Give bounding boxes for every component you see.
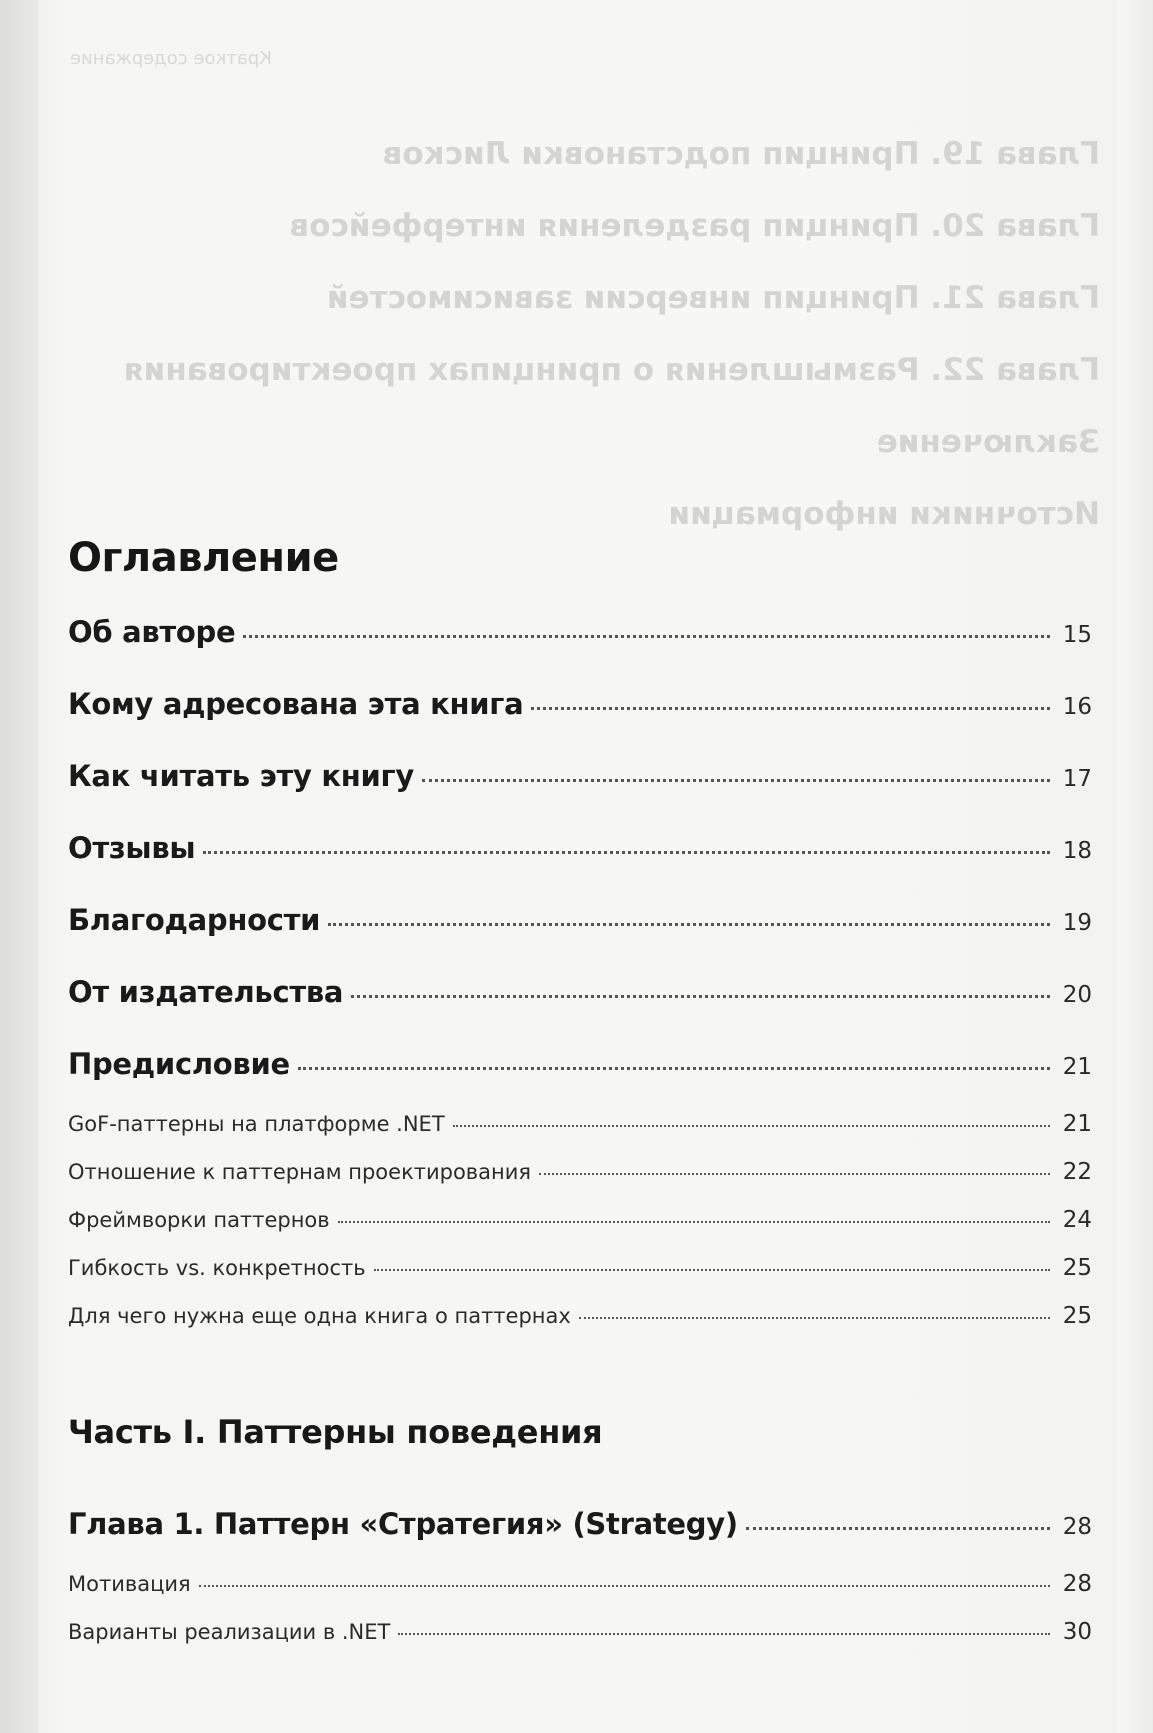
bleed-through-header: Краткое содержание xyxy=(70,48,273,69)
bleed-line: Заключение xyxy=(876,424,1100,460)
toc-page-number: 21 xyxy=(1062,1054,1092,1080)
bleed-line: Глава 21. Принцип инверсии зависимостей xyxy=(326,280,1100,316)
bleed-through-text xyxy=(70,118,1100,538)
dot-leader xyxy=(243,635,1050,638)
dot-leader xyxy=(453,1125,1050,1127)
toc-page-number: 18 xyxy=(1062,838,1092,864)
toc-page-number: 25 xyxy=(1062,1303,1092,1329)
toc-subentry[interactable] xyxy=(68,1244,1092,1292)
toc-page-number: 19 xyxy=(1062,910,1092,936)
spacer xyxy=(68,1468,1092,1488)
dot-leader xyxy=(298,1067,1050,1070)
toc-page-number: 24 xyxy=(1062,1207,1092,1233)
toc-page-number: 20 xyxy=(1062,982,1092,1008)
toc-entry-label: Об авторе xyxy=(68,615,236,649)
dot-leader xyxy=(374,1269,1050,1271)
toc-entry-preface[interactable] xyxy=(68,1028,1092,1100)
toc-page-number: 30 xyxy=(1062,1619,1092,1645)
toc-subentry[interactable] xyxy=(68,1292,1092,1340)
toc-page-number: 16 xyxy=(1062,694,1092,720)
toc-entry-label: Отзывы xyxy=(68,831,196,865)
toc-entry-audience[interactable] xyxy=(68,668,1092,740)
dot-leader xyxy=(328,923,1050,926)
toc-subentry[interactable] xyxy=(68,1100,1092,1148)
dot-leader xyxy=(746,1527,1050,1530)
dot-leader xyxy=(422,779,1050,782)
toc-entry-label: Отношение к паттернам проектирования xyxy=(68,1160,532,1184)
page-outer-edge xyxy=(1117,0,1153,1733)
dot-leader xyxy=(398,1633,1050,1635)
toc-entry-label: Предисловие xyxy=(68,1047,290,1081)
toc-entry-label: Мотивация xyxy=(68,1572,191,1596)
toc-entry-reviews[interactable] xyxy=(68,812,1092,884)
toc-entry-chapter-1[interactable] xyxy=(68,1488,1092,1560)
toc-subentry[interactable] xyxy=(68,1148,1092,1196)
toc-entry-label: Гибкость vs. конкретность xyxy=(68,1256,366,1280)
toc-subentry[interactable] xyxy=(68,1560,1092,1608)
toc-page-number: 25 xyxy=(1062,1255,1092,1281)
toc-entry-about-author[interactable] xyxy=(68,596,1092,668)
toc-entry-label: Глава 1. Паттерн «Стратегия» (Strategy) xyxy=(68,1507,738,1541)
bleed-line: Источники информации xyxy=(668,496,1100,532)
toc-entry-how-to-read[interactable] xyxy=(68,740,1092,812)
toc-entry-label: GoF-паттерны на платформе .NET xyxy=(68,1112,445,1136)
bleed-line: Глава 20. Принцип разделения интерфейсов xyxy=(289,208,1100,244)
toc-entry-label: Для чего нужна еще одна книга о паттернах xyxy=(68,1304,571,1328)
toc-title: Оглавление xyxy=(68,535,339,581)
dot-leader xyxy=(203,851,1050,854)
toc-entry-acknowledgements[interactable] xyxy=(68,884,1092,956)
toc-subentry[interactable] xyxy=(68,1196,1092,1244)
toc-entry-label: Как читать эту книгу xyxy=(68,759,414,793)
toc-entry-label: Благодарности xyxy=(68,903,321,937)
dot-leader xyxy=(579,1317,1050,1319)
toc-entry-label: Кому адресована эта книга xyxy=(68,687,524,721)
dot-leader xyxy=(531,707,1050,710)
bleed-line: Глава 19. Принцип подстановки Лисков xyxy=(382,136,1100,172)
toc-page-number: 15 xyxy=(1062,622,1092,648)
page-gutter xyxy=(0,0,38,1733)
dot-leader xyxy=(539,1173,1050,1175)
toc-entry-label: От издательства xyxy=(68,975,344,1009)
toc-page-number: 22 xyxy=(1062,1159,1092,1185)
toc-entry-label: Варианты реализации в .NET xyxy=(68,1620,391,1644)
toc-page-number: 21 xyxy=(1062,1111,1092,1137)
toc-entry-publisher[interactable] xyxy=(68,956,1092,1028)
toc-entry-label: Фреймворки паттернов xyxy=(68,1208,330,1232)
dot-leader xyxy=(338,1221,1050,1223)
table-of-contents xyxy=(68,520,1092,1656)
toc-page-number: 28 xyxy=(1062,1571,1092,1597)
toc-subentry[interactable] xyxy=(68,1608,1092,1656)
bleed-line: Глава 22. Размышления о принципах проектирования xyxy=(123,352,1100,388)
toc-page-number: 28 xyxy=(1062,1514,1092,1540)
toc-page-number: 17 xyxy=(1062,766,1092,792)
dot-leader xyxy=(199,1585,1050,1587)
part-title: Часть I. Паттерны поведения xyxy=(68,1413,603,1451)
dot-leader xyxy=(351,995,1050,998)
